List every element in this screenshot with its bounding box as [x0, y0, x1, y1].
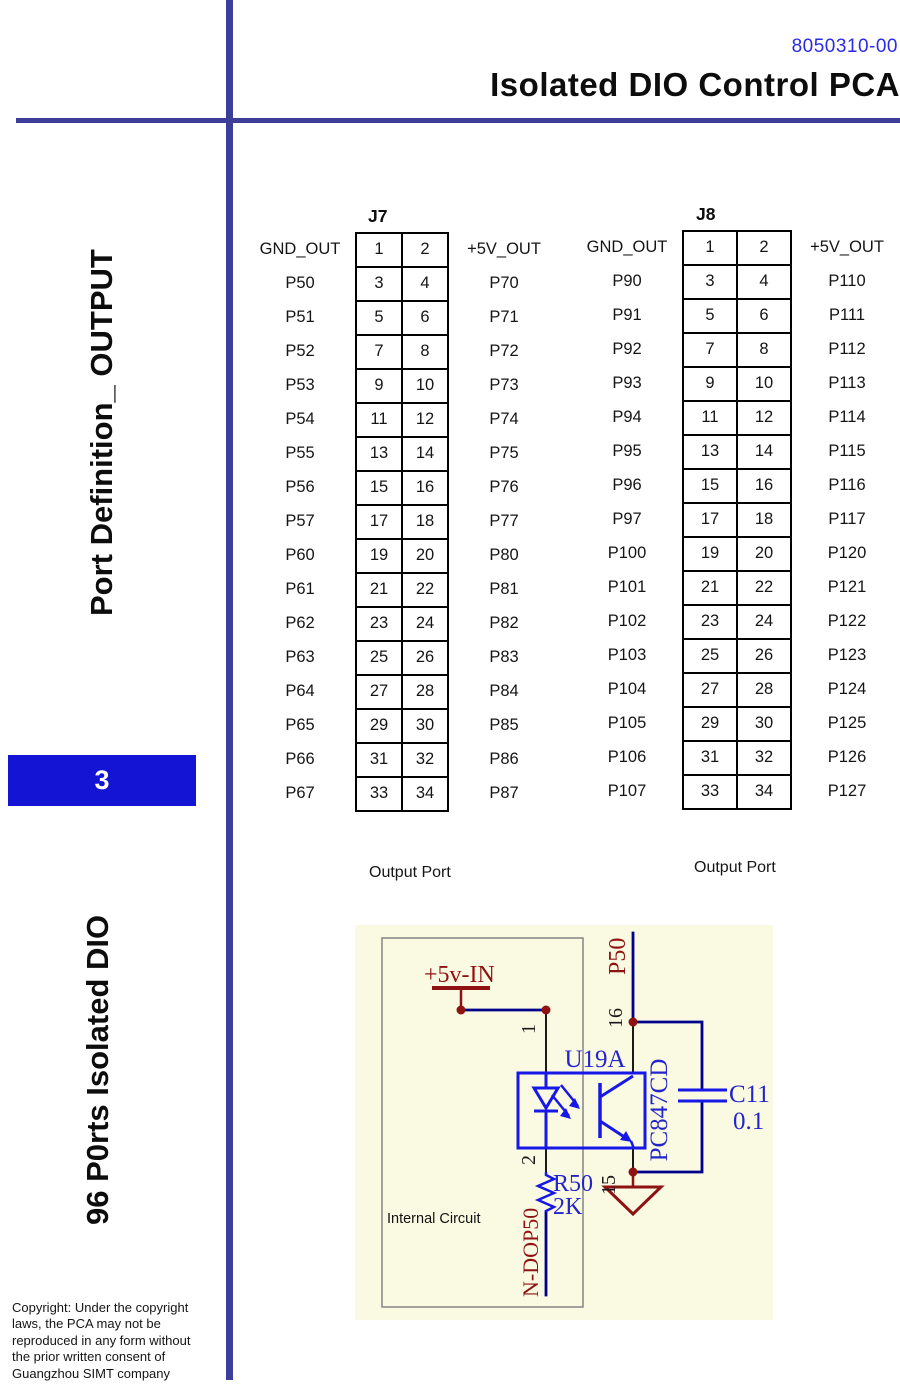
right-port-label: +5V_OUT: [810, 238, 884, 256]
pin-number-cell-left: 21: [682, 570, 738, 606]
pin-table-row: [245, 538, 559, 574]
left-port-label: P54: [285, 410, 315, 428]
pin-number-cell-left: 23: [682, 604, 738, 640]
pin-number-cell-right: 12: [401, 402, 449, 438]
right-port-label: P117: [828, 510, 866, 528]
left-port-label: P107: [607, 782, 647, 800]
pin-number-cell-right: 28: [736, 672, 792, 708]
left-port-label: P100: [607, 544, 647, 562]
right-port-label: P76: [489, 478, 519, 496]
pin-table-row: [572, 604, 900, 640]
left-port-label: P50: [285, 274, 315, 292]
connector-j8-table: [572, 230, 900, 810]
pin-number-cell-right: 22: [401, 572, 449, 608]
pin-number-cell-left: 19: [682, 536, 738, 572]
left-port-label: P63: [285, 648, 315, 666]
sidebar-divider-rule: [226, 0, 233, 1380]
copyright-line: Copyright: Under the copyright: [12, 1300, 189, 1315]
right-port-label: P111: [828, 306, 866, 324]
right-port-label: +5V_OUT: [467, 240, 541, 258]
pin-number-cell-right: 2: [401, 232, 449, 268]
opto-ref-label: U19A: [564, 1046, 626, 1073]
left-port-label: P62: [285, 614, 315, 632]
pin-number-cell-right: 8: [736, 332, 792, 368]
schematic-panel: [355, 925, 773, 1320]
pin-number-cell-right: 32: [736, 740, 792, 776]
right-port-label: P81: [489, 580, 519, 598]
led-icon: [534, 1073, 558, 1148]
right-port-label: P124: [827, 680, 867, 698]
page-title: Isolated DIO Control PCA: [490, 66, 900, 103]
pin-table-row: [245, 640, 559, 676]
pin-number-cell-right: 8: [401, 334, 449, 370]
pin-number-cell-left: 25: [355, 640, 403, 676]
pin-2-label: 2: [518, 1155, 540, 1165]
pin-number-cell-left: 15: [355, 470, 403, 506]
pin-number-cell-right: 30: [401, 708, 449, 744]
pin-table-row: [245, 776, 559, 812]
pin-number-cell-left: 31: [355, 742, 403, 778]
right-port-label: P120: [827, 544, 867, 562]
pin-table-row: [245, 232, 559, 268]
pin-number-cell-left: 23: [355, 606, 403, 642]
pin-number-cell-left: 11: [682, 400, 738, 436]
right-port-label: P71: [489, 308, 519, 326]
pin-number-cell-left: 33: [682, 774, 738, 810]
pin-number-cell-left: 13: [682, 434, 738, 470]
pin-number-cell-right: 26: [401, 640, 449, 676]
pin-1-label: 1: [518, 1024, 540, 1034]
pin-number-cell-right: 30: [736, 706, 792, 742]
pin-number-cell-right: 14: [736, 434, 792, 470]
right-port-label: P122: [827, 612, 867, 630]
left-port-label: P57: [285, 512, 315, 530]
left-port-label: P56: [285, 478, 315, 496]
right-port-label: P114: [828, 408, 866, 426]
pin-number-cell-right: 22: [736, 570, 792, 606]
schematic-drawing: [355, 925, 773, 1320]
pin-number-cell-right: 4: [736, 264, 792, 300]
left-port-label: P64: [285, 682, 315, 700]
chapter-number-badge: 3: [8, 755, 196, 806]
right-port-label: P127: [827, 782, 867, 800]
pin-table-row: [572, 638, 900, 674]
right-port-label: P113: [828, 374, 866, 392]
right-port-label: P112: [828, 340, 866, 358]
right-port-label: P75: [489, 444, 519, 462]
right-port-label: P83: [489, 648, 519, 666]
pin-table-row: [245, 572, 559, 608]
pin-number-cell-left: 7: [355, 334, 403, 370]
right-port-label: P115: [828, 442, 866, 460]
pin-number-cell-right: 20: [736, 536, 792, 572]
left-port-label: P93: [612, 374, 642, 392]
pin-number-cell-left: 9: [682, 366, 738, 402]
cap-ref-label: C11: [729, 1081, 770, 1108]
right-port-label: P77: [489, 512, 519, 530]
left-port-label: GND_OUT: [586, 238, 668, 256]
left-port-label: P101: [607, 578, 647, 596]
left-port-label: P92: [612, 340, 642, 358]
pin-table-row: [572, 536, 900, 572]
pin-number-cell-left: 9: [355, 368, 403, 404]
res-ref-label: R50: [553, 1171, 594, 1197]
pin-number-cell-left: 5: [355, 300, 403, 336]
left-port-label: P55: [285, 444, 315, 462]
right-port-label: P121: [827, 578, 867, 596]
left-port-label: P91: [612, 306, 642, 324]
pin-number-cell-left: 5: [682, 298, 738, 334]
pin-table-row: [572, 706, 900, 742]
pin-number-cell-right: 20: [401, 538, 449, 574]
pin-table-row: [572, 332, 900, 368]
power-net-label: +5v-IN: [424, 962, 495, 988]
sidebar-product-title: 96 P0rts Isolated DIO: [80, 914, 115, 1226]
pin-table-row: [245, 742, 559, 778]
pin-number-cell-left: 1: [682, 230, 738, 266]
right-port-label: P110: [828, 272, 866, 290]
resistor-icon: [538, 1172, 554, 1212]
pin-number-cell-right: 6: [401, 300, 449, 336]
right-port-label: P116: [828, 476, 866, 494]
pin-table-row: [572, 230, 900, 266]
left-port-label: P102: [607, 612, 647, 630]
internal-circuit-label: Internal Circuit: [387, 1211, 481, 1227]
pin-table-row: [245, 334, 559, 370]
copyright-notice: [12, 1300, 217, 1382]
internal-circuit-box: [382, 938, 583, 1307]
pin-number-cell-right: 24: [736, 604, 792, 640]
pin-number-cell-left: 3: [682, 264, 738, 300]
left-port-label: P52: [285, 342, 315, 360]
right-port-label: P82: [489, 614, 519, 632]
pin-number-cell-right: 18: [401, 504, 449, 540]
left-port-label: P95: [612, 442, 642, 460]
right-port-label: P87: [489, 784, 519, 802]
header-rule: [16, 118, 900, 123]
left-port-label: P105: [607, 714, 647, 732]
left-port-label: P67: [285, 784, 315, 802]
pin-number-cell-right: 2: [736, 230, 792, 266]
pin-table-row: [245, 436, 559, 472]
pin-table-row: [572, 298, 900, 334]
pin-number-cell-left: 3: [355, 266, 403, 302]
pin-number-cell-right: 32: [401, 742, 449, 778]
res-value-label: 2K: [553, 1194, 583, 1220]
pin-number-cell-left: 33: [355, 776, 403, 812]
pin-number-cell-left: 19: [355, 538, 403, 574]
pin-table-row: [245, 504, 559, 540]
pin-table-row: [245, 674, 559, 710]
pin-number-cell-left: 29: [355, 708, 403, 744]
left-port-label: P66: [285, 750, 315, 768]
left-port-label: P103: [607, 646, 647, 664]
connector-j8-caption: Output Port: [694, 859, 776, 876]
pin-number-cell-right: 16: [736, 468, 792, 504]
pin-number-cell-right: 4: [401, 266, 449, 302]
pin-number-cell-left: 7: [682, 332, 738, 368]
left-port-label: P96: [612, 476, 642, 494]
right-port-label: P123: [827, 646, 867, 664]
signal-net-label: N-DOP50: [518, 1207, 543, 1297]
pin-number-cell-right: 34: [401, 776, 449, 812]
right-port-label: P126: [827, 748, 867, 766]
document-number: 8050310-00: [791, 36, 898, 57]
left-port-label: P65: [285, 716, 315, 734]
copyright-line: the prior written consent of: [12, 1349, 166, 1365]
left-port-label: P104: [607, 680, 647, 698]
pin-number-cell-right: 16: [401, 470, 449, 506]
pin-number-cell-right: 10: [736, 366, 792, 402]
pin-number-cell-left: 1: [355, 232, 403, 268]
pin-16-label: 16: [605, 1008, 627, 1028]
pin-table-row: [245, 708, 559, 744]
pin-number-cell-left: 15: [682, 468, 738, 504]
pin-number-cell-right: 28: [401, 674, 449, 710]
right-port-label: P73: [489, 376, 519, 394]
left-port-label: P97: [612, 510, 642, 528]
pin-number-cell-left: 21: [355, 572, 403, 608]
right-port-label: P85: [489, 716, 519, 734]
right-port-label: P80: [489, 546, 519, 564]
connector-j7-table: [245, 232, 559, 812]
junction-dot: [629, 1018, 638, 1027]
connector-j7-caption: Output Port: [369, 864, 451, 881]
pin-number-cell-right: 14: [401, 436, 449, 472]
right-port-label: P70: [489, 274, 519, 292]
pin-table-row: [245, 470, 559, 506]
p50-net-label: P50: [605, 937, 631, 975]
schematic-labels: [387, 938, 770, 1297]
capacitor-icon: [678, 1090, 727, 1101]
pin-table-row: [572, 264, 900, 300]
left-port-label: P90: [612, 272, 642, 290]
pin-number-cell-right: 24: [401, 606, 449, 642]
connector-j8-name: J8: [696, 204, 716, 224]
pin-table-row: [572, 740, 900, 776]
pin-number-cell-right: 26: [736, 638, 792, 674]
pin-number-cell-right: 18: [736, 502, 792, 538]
pin-table-row: [572, 366, 900, 402]
sidebar-section-title: Port Definition_ OUTPUT: [84, 249, 119, 616]
left-port-label: P61: [285, 580, 315, 598]
pin-table-row: [572, 774, 900, 810]
left-port-label: GND_OUT: [259, 240, 341, 258]
pin-table-row: [572, 400, 900, 436]
cap-value-label: 0.1: [733, 1108, 765, 1135]
left-port-label: P51: [285, 308, 315, 326]
optocoupler: [518, 1073, 727, 1212]
pin-table-row: [572, 502, 900, 538]
copyright-line: Guangzhou SIMT company: [12, 1365, 171, 1381]
pin-number-cell-left: 27: [682, 672, 738, 708]
pin-table-row: [245, 368, 559, 404]
pin-number-cell-left: 29: [682, 706, 738, 742]
junction-dot: [542, 1006, 551, 1015]
left-port-label: P53: [285, 376, 315, 394]
pin-table-row: [572, 468, 900, 504]
right-port-label: P72: [489, 342, 519, 360]
copyright-line: reproduced in any form without: [12, 1332, 191, 1348]
left-port-label: P94: [612, 408, 642, 426]
left-port-label: P60: [285, 546, 315, 564]
pin-number-cell-left: 25: [682, 638, 738, 674]
right-port-label: P86: [489, 750, 519, 768]
pin-table-row: [572, 570, 900, 606]
pin-number-cell-right: 10: [401, 368, 449, 404]
pin-15-label: 15: [598, 1175, 620, 1195]
pin-table-row: [245, 266, 559, 302]
pin-table-row: [245, 402, 559, 438]
pin-table-row: [572, 434, 900, 470]
pin-table-row: [572, 672, 900, 708]
pin-number-cell-right: 12: [736, 400, 792, 436]
opto-part-label: PC847CD: [646, 1058, 673, 1162]
pin-number-cell-right: 6: [736, 298, 792, 334]
pin-table-row: [245, 606, 559, 642]
connector-j7-name: J7: [368, 206, 388, 226]
pin-number-cell-left: 31: [682, 740, 738, 776]
left-port-label: P106: [607, 748, 647, 766]
right-port-label: P74: [489, 410, 519, 428]
pin-number-cell-right: 34: [736, 774, 792, 810]
pin-number-cell-left: 17: [355, 504, 403, 540]
transistor-icon: [600, 1076, 633, 1148]
pin-number-cell-left: 27: [355, 674, 403, 710]
copyright-line: laws, the PCA may not be: [12, 1316, 161, 1332]
right-port-label: P84: [489, 682, 519, 700]
pin-number-cell-left: 13: [355, 436, 403, 472]
pin-number-cell-left: 11: [355, 402, 403, 438]
pin-number-cell-left: 17: [682, 502, 738, 538]
pin-table-row: [245, 300, 559, 336]
right-port-label: P125: [827, 714, 867, 732]
junction-dot: [457, 1006, 466, 1015]
